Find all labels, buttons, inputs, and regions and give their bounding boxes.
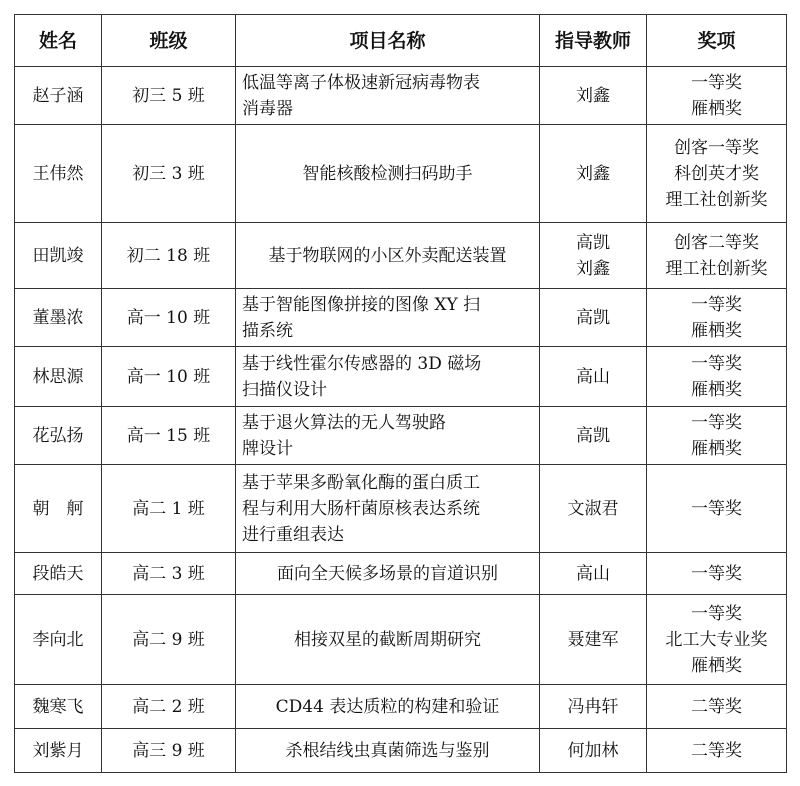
project-line: 程与利用大肠杆菌原核表达系统 [242, 498, 480, 519]
class-cell: 高二 2 班 [102, 685, 236, 729]
project-line: 基于智能图像拼接的图像 XY 扫 [242, 294, 481, 315]
award-cell [647, 553, 787, 595]
project-line: 进行重组表达 [242, 524, 344, 545]
project-line: 扫描仪设计 [242, 379, 327, 400]
class-cell: 高二 9 班 [102, 595, 236, 685]
teacher-line: 高山 [576, 366, 610, 387]
teacher-line: 何加林 [567, 740, 619, 761]
teacher-line: 刘鑫 [576, 163, 610, 184]
project-cell [236, 347, 540, 407]
award-line: 雁栖奖 [691, 379, 742, 400]
award-line: 创客一等奖 [674, 137, 759, 158]
table-row [15, 595, 787, 685]
award-line: 雁栖奖 [691, 655, 742, 676]
student-name-cell: 赵子涵 [15, 67, 102, 125]
class-cell: 初三 3 班 [102, 125, 236, 223]
header-row [15, 15, 787, 67]
project-line: 相接双星的截断周期研究 [294, 629, 481, 650]
award-line: 一等奖 [691, 498, 742, 519]
award-line: 一等奖 [691, 412, 742, 433]
table-row [15, 729, 787, 773]
teacher-line: 冯冉轩 [567, 696, 619, 717]
table-row [15, 407, 787, 465]
award-line: 北工大专业奖 [665, 629, 768, 650]
project-cell [236, 729, 540, 773]
student-name-cell: 段皓天 [15, 553, 102, 595]
award-cell [647, 223, 787, 289]
class-cell: 高一 10 班 [102, 289, 236, 347]
project-line: 牌设计 [242, 438, 293, 459]
teacher-cell [540, 67, 647, 125]
award-cell [647, 407, 787, 465]
teacher-line: 文淑君 [567, 498, 619, 519]
award-line: 二等奖 [691, 696, 742, 717]
table-row [15, 223, 787, 289]
teacher-cell [540, 125, 647, 223]
header-project: 项目名称 [236, 15, 540, 67]
student-name-cell: 董墨浓 [15, 289, 102, 347]
teacher-line: 高山 [576, 563, 610, 584]
class-cell: 高一 15 班 [102, 407, 236, 465]
teacher-line: 刘鑫 [576, 85, 610, 106]
table-row [15, 465, 787, 553]
project-line: 面向全天候多场景的盲道识别 [277, 563, 498, 584]
project-line: 基于退火算法的无人驾驶路 [242, 412, 446, 433]
teacher-cell [540, 553, 647, 595]
award-line: 一等奖 [691, 353, 742, 374]
project-line: 基于线性霍尔传感器的 3D 磁场 [242, 353, 482, 374]
student-name-cell: 朝 舸 [15, 465, 102, 553]
project-cell [236, 223, 540, 289]
table-row [15, 347, 787, 407]
student-name-cell: 刘紫月 [15, 729, 102, 773]
award-table [14, 14, 787, 773]
teacher-cell [540, 347, 647, 407]
teacher-line: 高凯 [576, 232, 610, 253]
award-cell [647, 685, 787, 729]
header-class: 班级 [102, 15, 236, 67]
award-line: 科创英才奖 [674, 163, 759, 184]
award-cell [647, 729, 787, 773]
award-line: 一等奖 [691, 294, 742, 315]
header-award: 奖项 [647, 15, 787, 67]
teacher-cell [540, 223, 647, 289]
teacher-line: 聂建军 [567, 629, 619, 650]
award-line: 理工社创新奖 [665, 189, 768, 210]
table-body [15, 67, 787, 773]
award-cell [647, 125, 787, 223]
teacher-line: 高凯 [576, 307, 610, 328]
student-name-cell: 花弘扬 [15, 407, 102, 465]
table-row [15, 125, 787, 223]
project-line: 杀根结线虫真菌筛选与鉴别 [285, 740, 490, 761]
project-line: CD44 表达质粒的构建和验证 [275, 696, 500, 717]
teacher-cell [540, 407, 647, 465]
award-cell [647, 465, 787, 553]
table-row [15, 685, 787, 729]
table-row [15, 289, 787, 347]
class-cell: 高一 10 班 [102, 347, 236, 407]
award-line: 理工社创新奖 [665, 258, 768, 279]
student-name-cell: 王伟然 [15, 125, 102, 223]
student-name-cell: 李向北 [15, 595, 102, 685]
table-row [15, 67, 787, 125]
student-name-cell: 魏寒飞 [15, 685, 102, 729]
class-cell: 高三 9 班 [102, 729, 236, 773]
project-cell [236, 289, 540, 347]
award-line: 雁栖奖 [691, 438, 742, 459]
award-line: 一等奖 [691, 603, 742, 624]
table-row [15, 553, 787, 595]
award-line: 二等奖 [691, 740, 742, 761]
project-line: 基于物联网的小区外卖配送装置 [268, 245, 507, 266]
award-line: 一等奖 [691, 563, 742, 584]
project-line: 描系统 [242, 320, 293, 341]
project-line: 低温等离子体极速新冠病毒物表 [242, 72, 480, 93]
teacher-line: 高凯 [576, 425, 610, 446]
teacher-line: 刘鑫 [576, 258, 610, 279]
project-line: 消毒器 [242, 98, 293, 119]
award-line: 创客二等奖 [674, 232, 759, 253]
award-cell [647, 289, 787, 347]
teacher-cell [540, 595, 647, 685]
project-cell [236, 465, 540, 553]
teacher-cell [540, 289, 647, 347]
teacher-cell [540, 729, 647, 773]
project-line: 智能核酸检测扫码助手 [302, 163, 473, 184]
project-cell [236, 125, 540, 223]
student-name-cell: 林思源 [15, 347, 102, 407]
teacher-cell [540, 465, 647, 553]
award-cell [647, 595, 787, 685]
student-name-cell: 田凯竣 [15, 223, 102, 289]
teacher-cell [540, 685, 647, 729]
class-cell: 高二 3 班 [102, 553, 236, 595]
project-line: 基于苹果多酚氧化酶的蛋白质工 [242, 472, 480, 493]
header-teacher: 指导教师 [540, 15, 647, 67]
project-cell [236, 553, 540, 595]
class-cell: 高二 1 班 [102, 465, 236, 553]
class-cell: 初三 5 班 [102, 67, 236, 125]
project-cell [236, 67, 540, 125]
award-cell [647, 347, 787, 407]
award-line: 雁栖奖 [691, 320, 742, 341]
class-cell: 初二 18 班 [102, 223, 236, 289]
award-cell [647, 67, 787, 125]
project-cell [236, 595, 540, 685]
header-name: 姓名 [15, 15, 102, 67]
award-line: 雁栖奖 [691, 98, 742, 119]
project-cell [236, 685, 540, 729]
project-cell [236, 407, 540, 465]
award-line: 一等奖 [691, 72, 742, 93]
